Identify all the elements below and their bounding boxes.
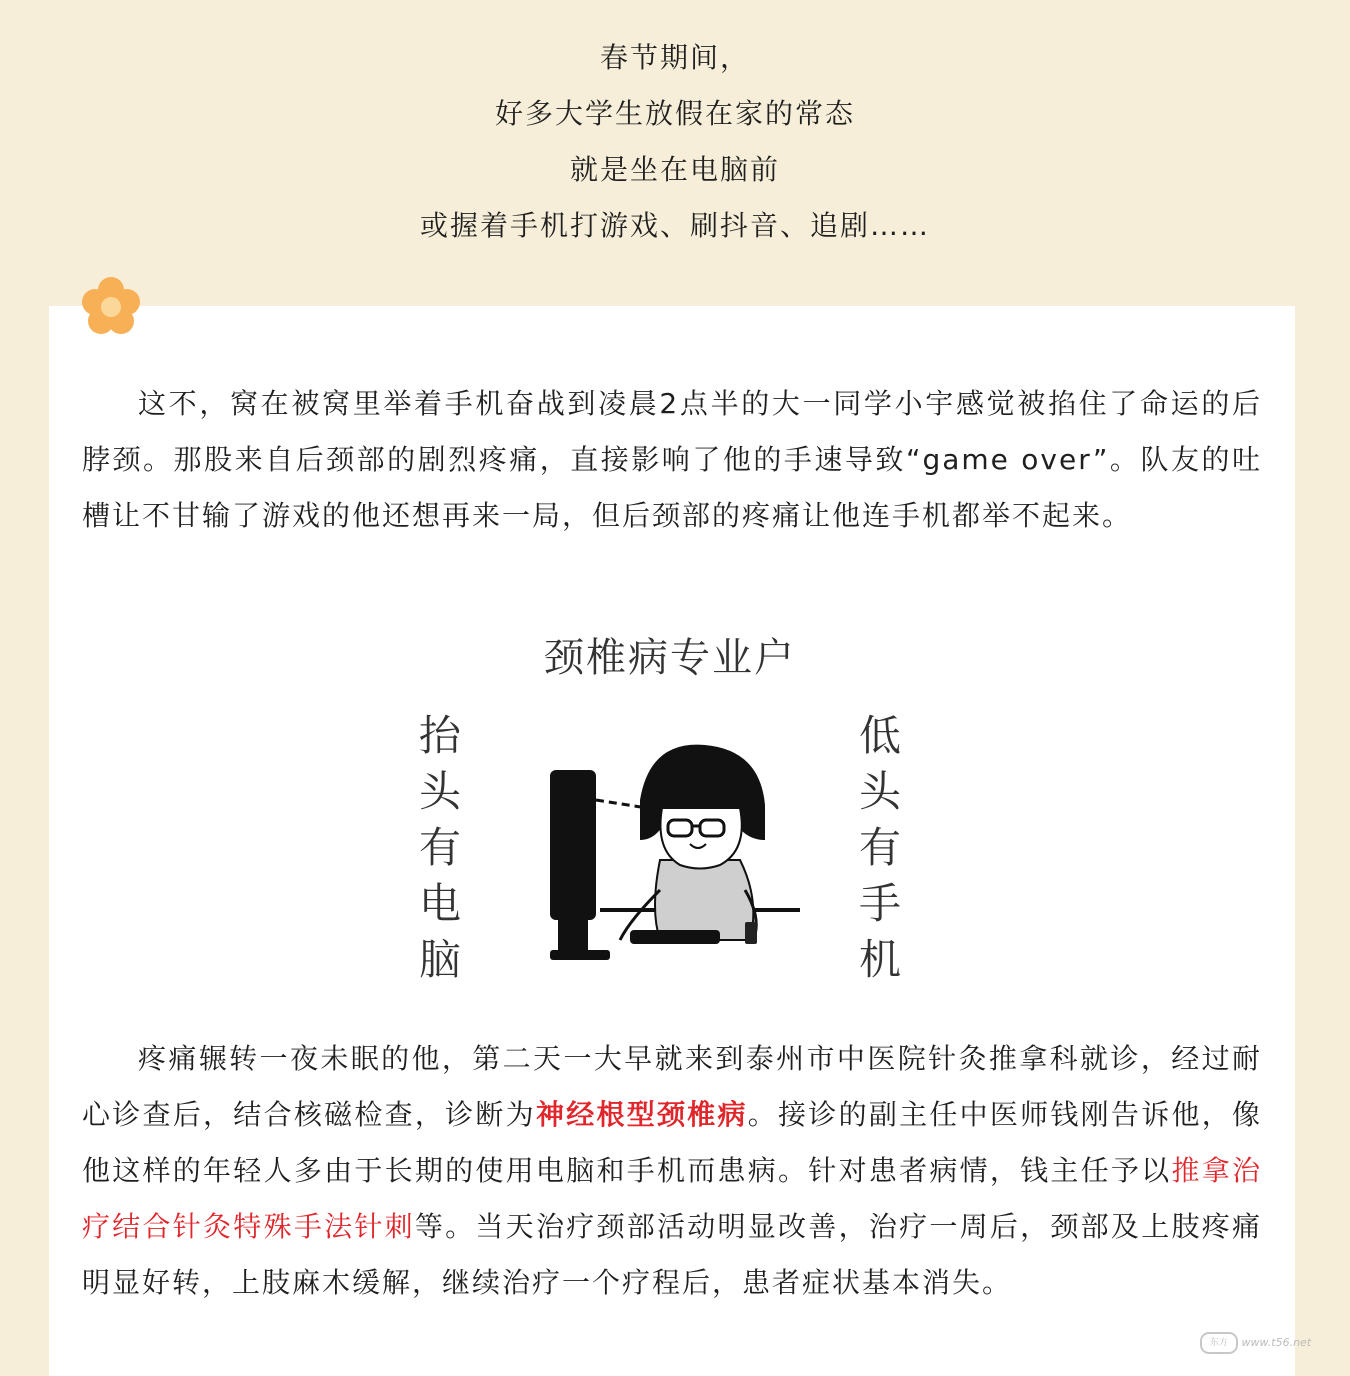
meme-right-char: 头 (858, 767, 901, 816)
watermark-logo: 东方 (1200, 1332, 1238, 1354)
meme-left-char: 脑 (418, 935, 461, 984)
meme-title: 颈椎病专业户 (544, 635, 796, 681)
meme-left-char: 电 (418, 879, 461, 928)
article-paragraph-2 (82, 1031, 1262, 1311)
treatment-highlight: 推拿治疗结合针灸特殊手法针刺 (82, 1154, 1262, 1243)
meme-right-char: 机 (858, 935, 901, 984)
intro-line: 或握着手机打游戏、刷抖音、追剧…… (419, 209, 930, 242)
paragraph-text: 。接诊的副主任中医师钱刚告诉他，像他这样的年轻人多由于长期的使用电脑和手机而患病。针对患者病情，钱主任予以 (82, 1098, 1262, 1187)
meme-left-char: 抬 (418, 711, 461, 760)
paragraph-text: 疼痛辗转一夜未眠的他，第二天一大早就来到泰州市中医院针灸推拿科就诊，经过耐心诊查后，结合核磁检查，诊断为 (82, 1042, 1262, 1131)
intro-line: 就是坐在电脑前 (569, 153, 780, 186)
flower-icon (78, 274, 144, 340)
meme-left-caption (410, 708, 470, 988)
meme-right-caption (850, 708, 910, 988)
meme-right-char: 低 (858, 711, 901, 760)
meme-left-char: 头 (418, 767, 461, 816)
site-watermark (1200, 1332, 1340, 1356)
intro-line: 好多大学生放假在家的常态 (494, 97, 855, 130)
meme-right-char: 手 (858, 879, 901, 928)
meme-right-char: 有 (858, 823, 901, 872)
intro-line: 春节期间， (599, 41, 750, 74)
article-paragraph-1: 这不，窝在被窝里举着手机奋战到凌晨2点半的大一同学小宇感觉被掐住了命运的后脖颈。那股来自后颈部的剧烈疼痛，直接影响了他的手速导致“game over”。队友的吐槽让不甘输了游戏的他还想再来一局，但后颈部的疼痛让他连手机都举不起来。 (82, 387, 1262, 532)
meme-left-char: 有 (418, 823, 461, 872)
meme-image (400, 620, 940, 1000)
intro-text-block (0, 30, 1350, 254)
watermark-site: www.t56.net (1241, 1336, 1312, 1349)
paragraph-text: 等。当天治疗颈部活动明显改善，治疗一周后，颈部及上肢疼痛明显好转，上肢麻木缓解，继续治疗一个疗程后，患者症状基本消失。 (82, 1210, 1262, 1299)
meme-cartoon-illustration (540, 740, 810, 970)
diagnosis-highlight: 神经根型颈椎病 (535, 1098, 748, 1131)
